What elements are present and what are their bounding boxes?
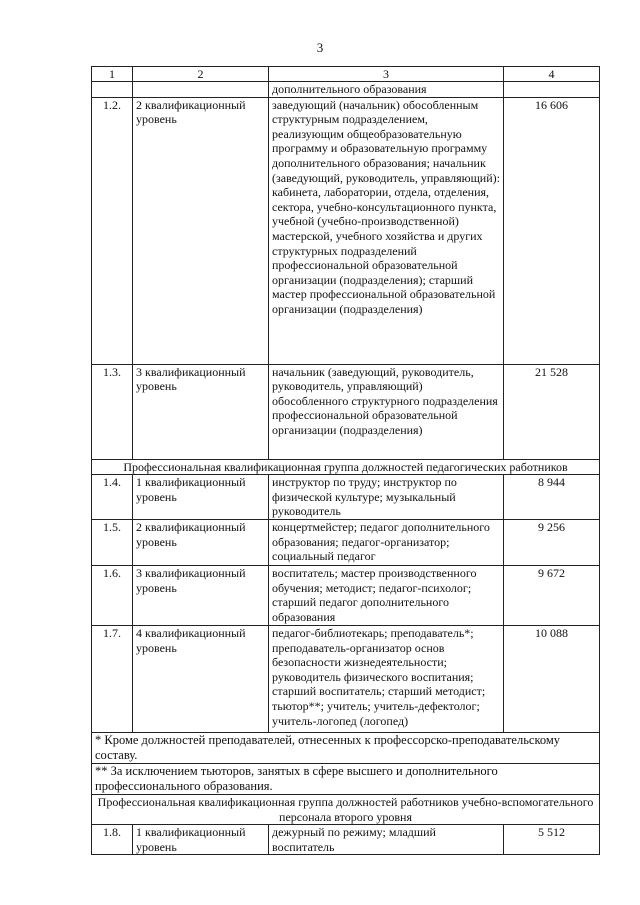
table-row [92,825,600,855]
table-row-continuation [92,82,600,98]
footnote-row [92,763,600,794]
row-level: 2 квалификационный уровень [133,97,269,364]
row-salary: 8 944 [504,475,600,520]
row-number: 1.4. [92,475,133,520]
row-salary: 10 088 [504,625,600,732]
table-row [92,565,600,625]
row-positions: заведующий (начальник) обособленным структурным подразделением, реализующим общеобразовательную программу и образовательную программу дополнительного образования; начальник (заведующий, руководитель, управляющий): кабинета, лаборатории, отдела, отделения, сектора, учебно-консультационного пункта, учебной (учебно-производственной) мастерской, учебного хозяйства и других структурных подразделений профессиональной образовательной организации (подразделения); старший мастер профессиональной образовательной организации (подразделения) [269,97,504,364]
row-level: 1 квалификационный уровень [133,825,269,855]
row-level: 3 квалификационный уровень [133,565,269,625]
group-row-pedagogical [92,459,600,475]
header-col-3: 3 [269,67,504,82]
page-number: 3 [316,40,324,55]
row-number: 1.7. [92,625,133,732]
header-col-1: 1 [92,67,133,82]
group-row-support [92,794,600,824]
row-number: 1.5. [92,519,133,565]
table-header-row [92,67,600,82]
row-level: 1 квалификационный уровень [133,475,269,520]
row-positions: начальник (заведующий, руководитель, руководитель, управляющий) обособленного структурного подразделения профессиональной образовательной организации (подразделения) [269,364,504,459]
row-level: 3 квалификационный уровень [133,364,269,459]
row-salary: 9 256 [504,519,600,565]
row-salary: 16 606 [504,97,600,364]
header-col-4: 4 [504,67,600,82]
footnote-1: * Кроме должностей преподавателей, отнесенных к профессорско-преподавательскому составу. [92,732,600,763]
table-row [92,364,600,459]
table-row [92,519,600,565]
row-positions: концертмейстер; педагог дополнительного образования; педагог-организатор; социальный педагог [269,519,504,565]
table-row [92,97,600,364]
row-level: 4 квалификационный уровень [133,625,269,732]
table-row [92,625,600,732]
footnote-row [92,732,600,763]
row-positions: воспитатель; мастер производственного обучения; методист; педагог-психолог; старший педагог дополнительного образования [269,565,504,625]
header-col-2: 2 [133,67,269,82]
row-salary: 9 672 [504,565,600,625]
row-positions: инструктор по труду; инструктор по физической культуре; музыкальный руководитель [269,475,504,520]
row-number: 1.8. [92,825,133,855]
row-number: 1.3. [92,364,133,459]
group-title: Профессиональная квалификационная группа должностей педагогических работников [92,459,600,475]
row-salary: 21 528 [504,364,600,459]
continuation-text: дополнительного образования [269,82,504,98]
row-number: 1.2. [92,97,133,364]
table-row [92,475,600,520]
group-title: Профессиональная квалификационная группа должностей работников учебно-вспомогательного персонала второго уровня [92,794,600,824]
salary-table [91,66,600,855]
row-level: 2 квалификационный уровень [133,519,269,565]
row-positions: педагог-библиотекарь; преподаватель*; преподаватель-организатор основ безопасности жизнедеятельности; руководитель физического воспитания; старший воспитатель; старший методист; тьютор**; учитель; учитель-дефектолог; учитель-логопед (логопед) [269,625,504,732]
row-positions: дежурный по режиму; младший воспитатель [269,825,504,855]
row-number: 1.6. [92,565,133,625]
row-salary: 5 512 [504,825,600,855]
footnote-2: ** За исключением тьюторов, занятых в сфере высшего и дополнительного профессионального образования. [92,763,600,794]
